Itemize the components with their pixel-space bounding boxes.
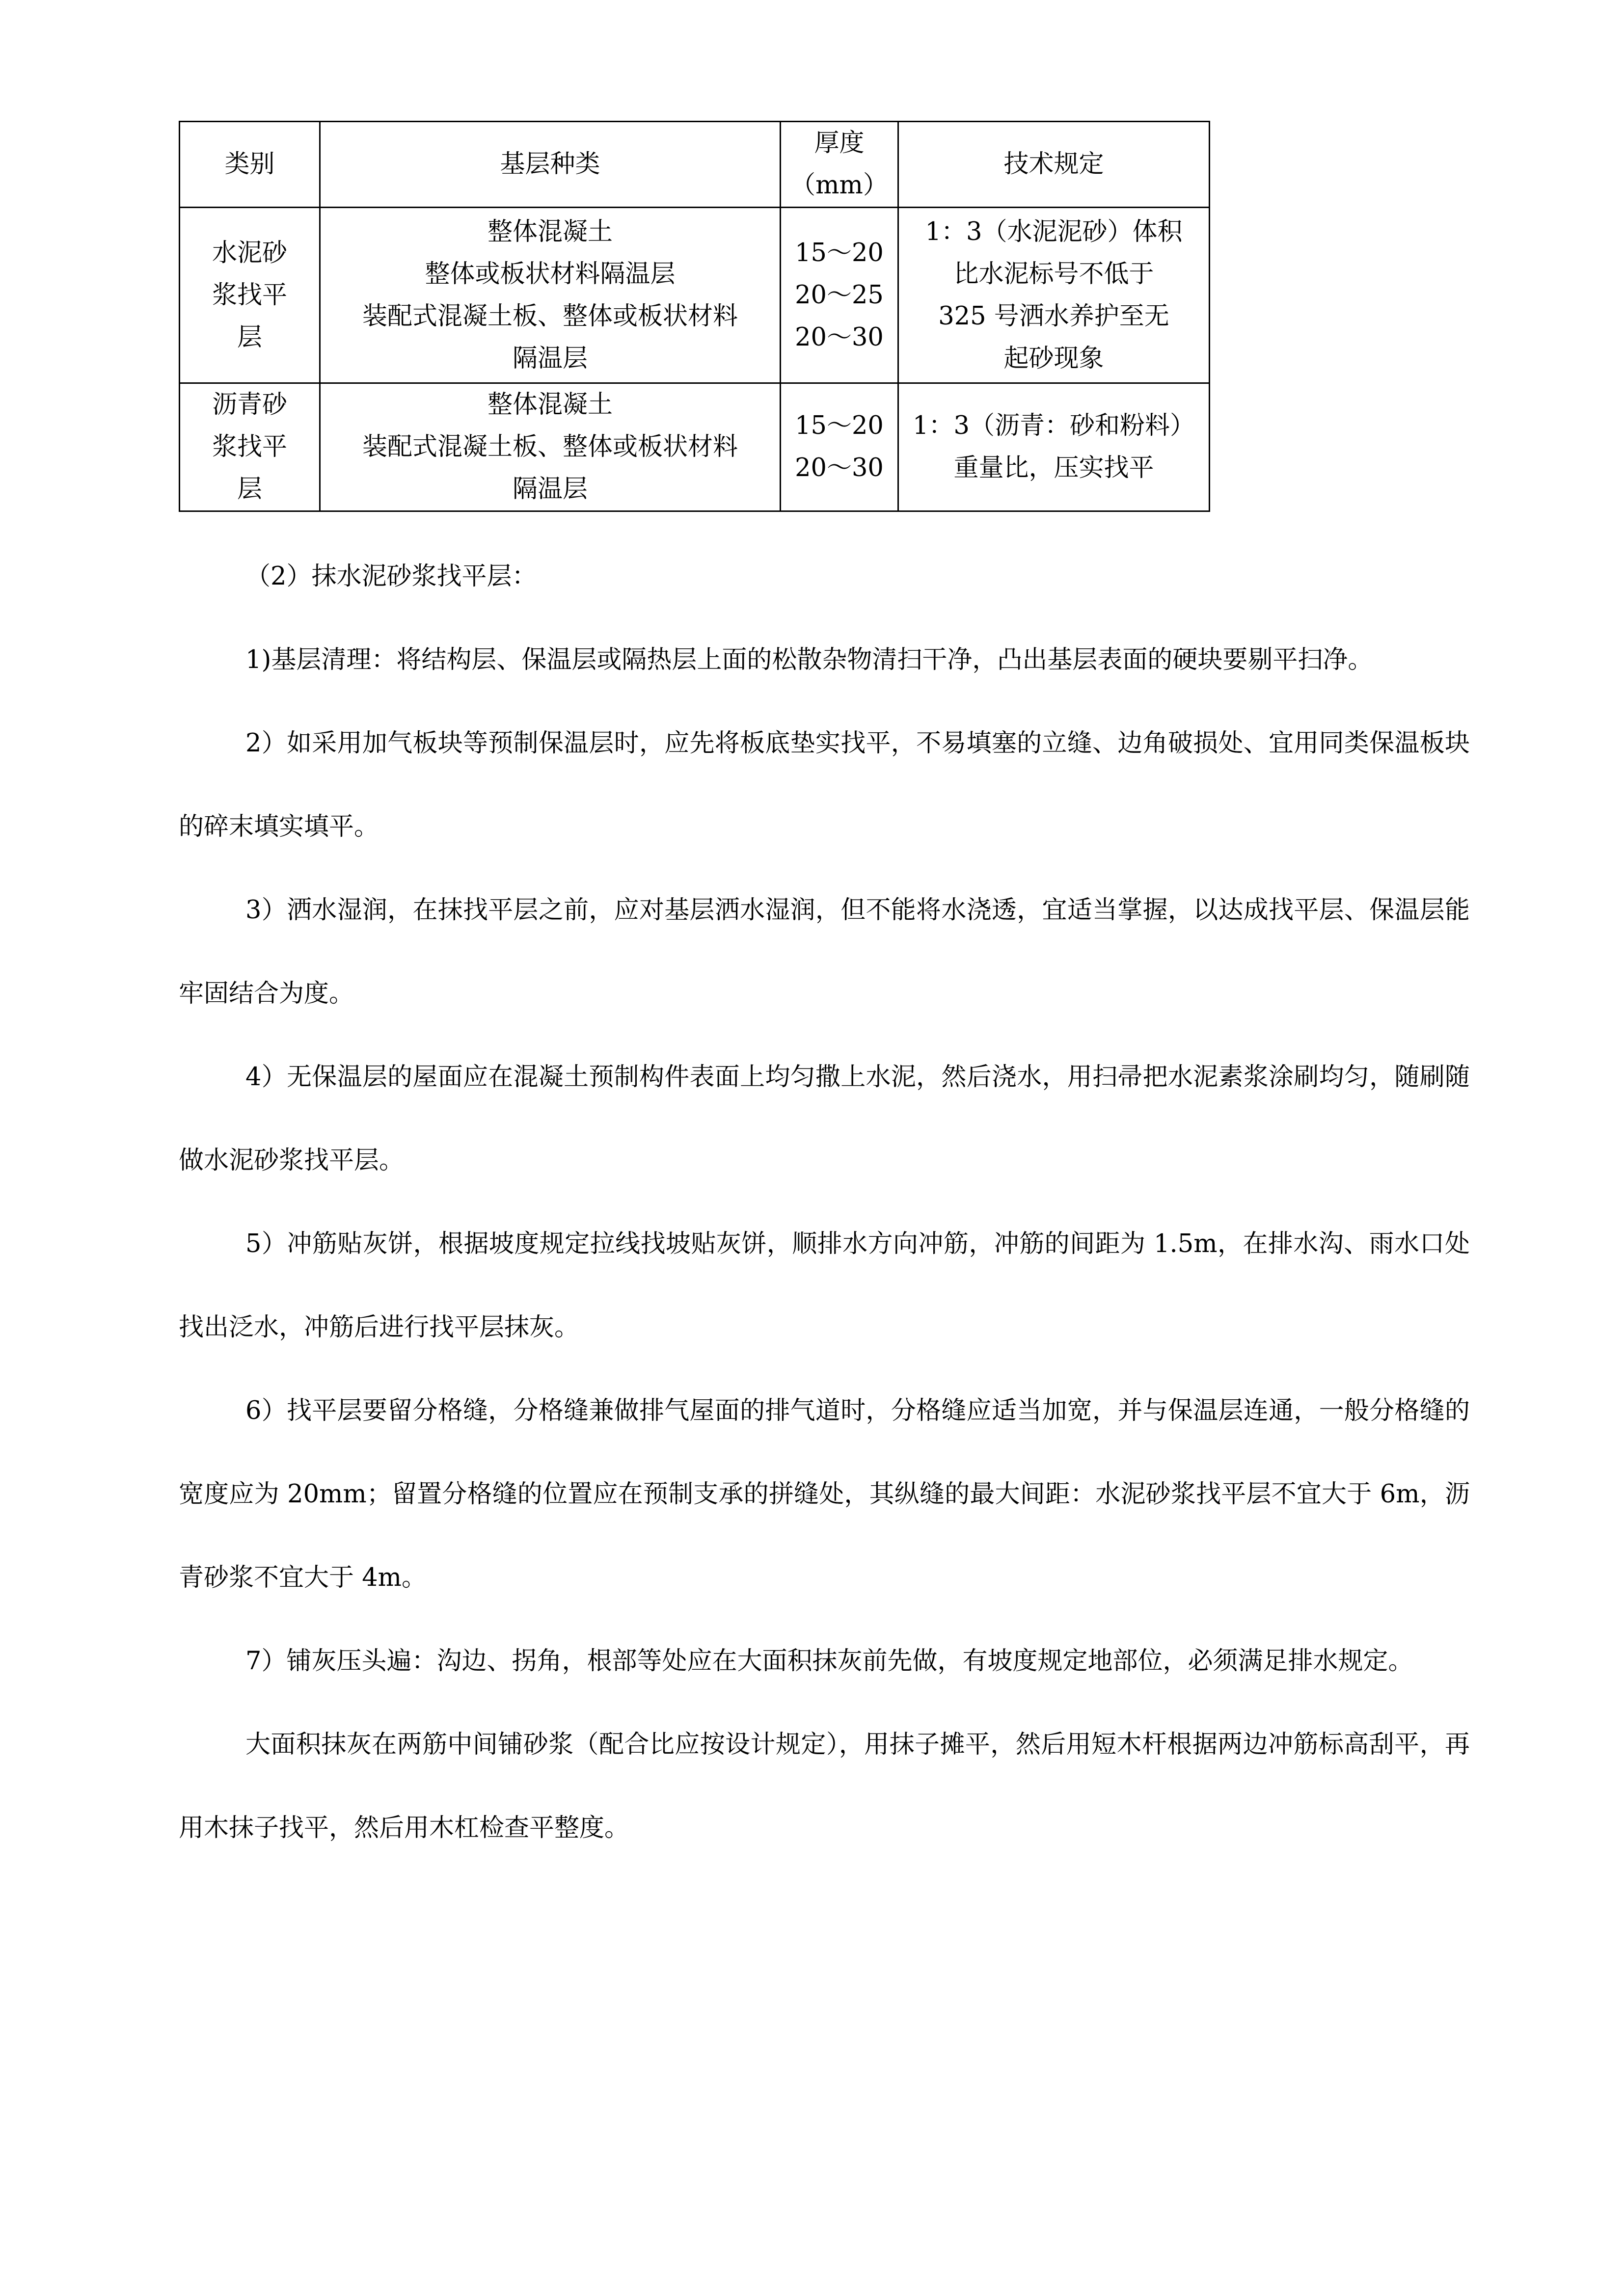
- header-base-type: 基层种类: [320, 122, 781, 208]
- specification-table: [179, 121, 1210, 512]
- section-heading: （2）抹水泥砂浆找平层：: [245, 562, 537, 591]
- paragraph-step-4: 4）无保温层的屋面应在混凝土预制构件表面上均匀撒上水泥，然后浇水，用扫帚把水泥素浆涂刷均匀，随刷随做水泥砂浆找平层。: [179, 1063, 1470, 1175]
- paragraph-step-2: 2）如采用加气板块等预制保温层时，应先将板底垫实找平，不易填塞的立缝、边角破损处、宜用同类保温板块的碎末填实填平。: [179, 729, 1470, 841]
- header-thickness: 厚度 （mm）: [781, 122, 898, 208]
- header-category: 类别: [180, 122, 320, 208]
- cell-tech-spec: 1：3（水泥泥砂）体积 比水泥标号不低于 325 号洒水养护至无 起砂现象: [898, 208, 1210, 383]
- paragraph-step-3: 3）洒水湿润，在抹找平层之前，应对基层洒水湿润，但不能将水浇透，宜适当掌握，以达成找平层、保温层能牢固结合为度。: [179, 896, 1470, 1008]
- table-row: [180, 383, 1210, 511]
- paragraph-step-6: 6）找平层要留分格缝，分格缝兼做排气屋面的排气道时，分格缝应适当加宽，并与保温层连通，一般分格缝的宽度应为 20mm；留置分格缝的位置应在预制支承的拼缝处，其纵缝的最大间距：水泥砂浆找平层不宜大于 6m，沥青砂浆不宜大于 4m。: [179, 1396, 1470, 1592]
- cell-category: 水泥砂 浆找平 层: [180, 208, 320, 383]
- table-row: [180, 208, 1210, 383]
- cell-base-type: 整体混凝土 整体或板状材料隔温层 装配式混凝土板、整体或板状材料 隔温层: [320, 208, 781, 383]
- document-body: [179, 535, 1470, 1870]
- header-tech-spec: 技术规定: [898, 122, 1210, 208]
- cell-base-type: 整体混凝土 装配式混凝土板、整体或板状材料 隔温层: [320, 383, 781, 511]
- cell-thickness: 15～20 20～30: [781, 383, 898, 511]
- cell-thickness: 15～20 20～25 20～30: [781, 208, 898, 383]
- paragraph-step-5: 5）冲筋贴灰饼，根据坡度规定拉线找坡贴灰饼，顺排水方向冲筋，冲筋的间距为 1.5m，在排水沟、雨水口处找出泛水，冲筋后进行找平层抹灰。: [179, 1229, 1470, 1342]
- cell-category: 沥青砂 浆找平 层: [180, 383, 320, 511]
- paragraph-step-7: 7）铺灰压头遍：沟边、拐角，根部等处应在大面积抹灰前先做，有坡度规定地部位，必须满足排水规定。: [245, 1647, 1413, 1676]
- table-header-row: [180, 122, 1210, 208]
- paragraph-step-1: 1)基层清理：将结构层、保温层或隔热层上面的松散杂物清扫干净，凸出基层表面的硬块要剔平扫净。: [245, 645, 1373, 674]
- cell-tech-spec: 1：3（沥青：砂和粉料） 重量比，压实找平: [898, 383, 1210, 511]
- paragraph-large-area: 大面积抹灰在两筋中间铺砂浆（配合比应按设计规定），用抹子摊平，然后用短木杆根据两边冲筋标高刮平，再用木抹子找平，然后用木杠检查平整度。: [179, 1730, 1470, 1842]
